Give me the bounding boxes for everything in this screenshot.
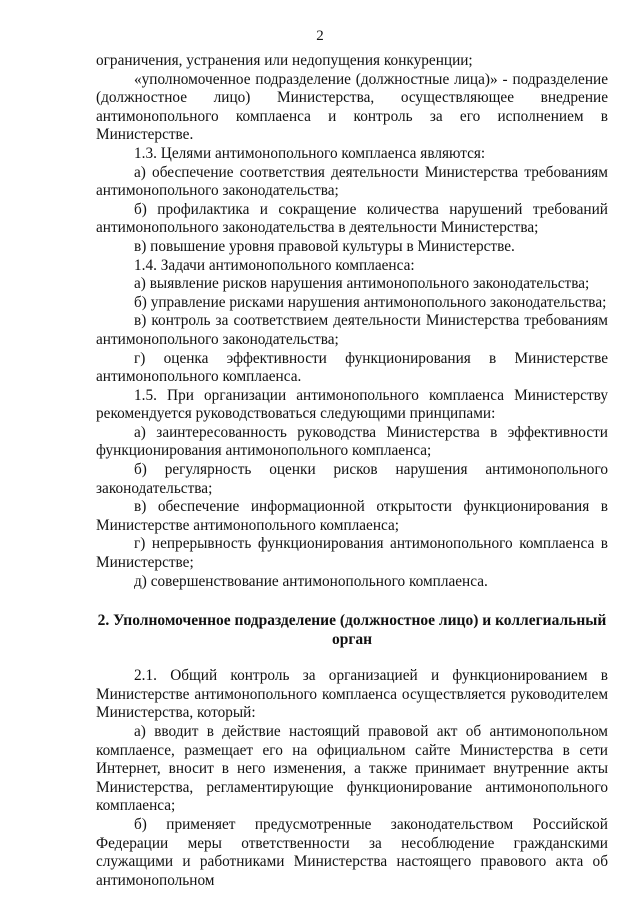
paragraph: в) контроль за соответствием деятельности Министерства требованиям антимонопольного законодательства; (96, 312, 608, 348)
paragraph: 1.3. Целями антимонопольного комплаенса являются: (134, 144, 486, 162)
page-number: 2 (316, 28, 324, 44)
paragraph: а) выявление рисков нарушения антимонопольного законодательства; (134, 275, 590, 293)
paragraph: а) вводит в действие настоящий правовой акт об антимонопольном комплаенсе, размещает его на официальном сайте Министерства в сети Интернет, вносит в него изменения, а также принимает внутренние акты Министерства, регламентирующие функционирование антимонопольного комплаенса; (96, 723, 608, 815)
paragraph: б) применяет предусмотренные законодательством Российской Федерации меры ответственности за несоблюдение гражданскими служащими и работниками Министерства настоящего правового акта об антимонопольном (96, 815, 608, 889)
paragraph: б) управление рисками нарушения антимонопольного законодательства; (134, 293, 607, 311)
paragraph: а) заинтересованность руководства Министерства в эффективности функционирования антимонопольного комплаенса; (96, 423, 608, 460)
paragraph: в) обеспечение информационной открытости функционирования в Министерстве антимонопольного комплаенса; (96, 498, 608, 534)
paragraph: 2.1. Общий контроль за организацией и функционированием в Министерстве антимонопольного комплаенса осуществляется руководителем Министерства, который: (96, 667, 608, 722)
paragraph: в) повышение уровня правовой культуры в Министерстве. (134, 237, 515, 255)
paragraph: 1.4. Задачи антимонопольного комплаенса: (134, 256, 415, 274)
paragraph: б) профилактика и сокращение количества нарушений требований антимонопольного законодательства в деятельности Министерства; (96, 200, 608, 237)
paragraph: а) обеспечение соответствия деятельности Министерства требованиям антимонопольного законодательства; (96, 163, 608, 200)
paragraph: г) оценка эффективности функционирования в Министерстве антимонопольного комплаенса. (96, 349, 608, 386)
paragraph: б) регулярность оценки рисков нарушения антимонопольного законодательства; (96, 461, 608, 497)
document-body (96, 52, 608, 890)
paragraph: «уполномоченное подразделение (должностные лица)» - подразделение (должностное лицо) Министерства, осуществляющее внедрение антимонопольного комплаенса и контроль за его исполнением в Министерстве. (96, 70, 608, 144)
paragraph: д) совершенствование антимонопольного комплаенса. (134, 572, 488, 590)
paragraph: 1.5. При организации антимонопольного комплаенса Министерству рекомендуется руководствоваться следующими принципами: (96, 386, 608, 423)
paragraphs-top (96, 52, 608, 591)
paragraph: г) непрерывность функционирования антимонопольного комплаенса в Министерстве; (96, 535, 608, 572)
section-heading: 2. Уполномоченное подразделение (должностное лицо) и коллегиальный орган (97, 612, 607, 649)
paragraphs-bottom (96, 667, 608, 890)
paragraph: ограничения, устранения или недопущения конкуренции; (96, 52, 473, 69)
